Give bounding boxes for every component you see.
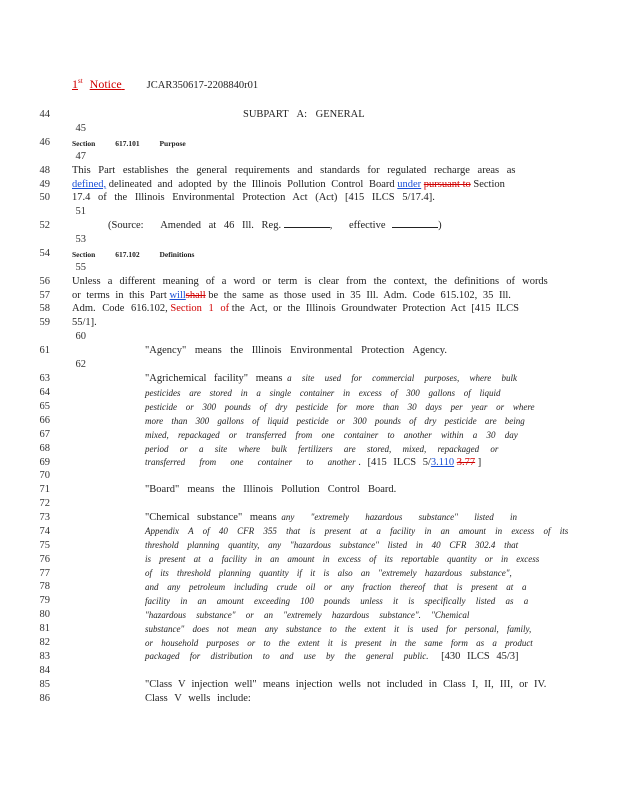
- line-number: 80: [39, 609, 50, 620]
- line-number: 57: [39, 290, 50, 301]
- citation: . [415 ILCS 5/: [358, 457, 431, 468]
- notice-number: 1: [72, 77, 78, 91]
- line-number: 60: [75, 331, 86, 342]
- definition-line: [145, 389, 537, 398]
- definition-line: is present at a facility in an amount in excess of its reportable quantity or in excess: [145, 554, 540, 564]
- definition-line: and any petroleum including crude oil or any fraction thereof that is present at a: [145, 582, 527, 592]
- definition-body: a site used for commercial purposes, where bulk: [287, 373, 517, 383]
- line-number: 45: [75, 123, 86, 134]
- purpose-text: This Part establishes the general requirements and standards for regulated recharge areas as: [72, 165, 516, 176]
- line-number: 51: [75, 206, 86, 217]
- definition-line: pesticide or 300 pounds of dry pesticide for more than 30 days per year or where: [145, 402, 535, 412]
- definition-agency: "Agency" means the Illinois Environmental Protection Agency.: [145, 345, 447, 356]
- definition-line: of its threshold planning quantity if it is also an "extremely hazardous substance",: [145, 568, 512, 578]
- inserted-text: Section 1 of: [170, 303, 230, 314]
- line-number: 73: [39, 512, 50, 523]
- line-number: 84: [39, 665, 50, 676]
- purpose-line-2: [72, 180, 532, 191]
- definition-line: facility in an amount exceeding 100 pounds unless it is specifically listed as a: [145, 596, 529, 606]
- definition-line: mixed, repackaged or transferred from one container to another within a 30 day: [145, 430, 518, 440]
- section-title: Purpose: [159, 139, 186, 148]
- line-number: 82: [39, 637, 50, 648]
- line-number: 83: [39, 651, 50, 662]
- source-blank-date: [392, 227, 438, 228]
- line-number: 46: [39, 137, 50, 148]
- source-close: ): [438, 220, 442, 231]
- section-heading-101: [72, 140, 186, 148]
- definition-line: threshold planning quantity, any "hazardous substance" listed in 40 CFR 302.4 that: [145, 540, 519, 550]
- line-number: 53: [75, 234, 86, 245]
- line-number: 75: [39, 540, 50, 551]
- notice-header: [72, 78, 258, 92]
- line-number: 59: [39, 317, 50, 328]
- line-number: 78: [39, 581, 50, 592]
- section-title: Definitions: [159, 250, 195, 259]
- definition-class-v: "Class V injection well" means injection wells not included in Class I, II, III, or IV.: [145, 679, 547, 690]
- definition-line: substance" does not mean any substance to the extent it is used for personal, family,: [145, 624, 532, 634]
- line-number: 66: [39, 415, 50, 426]
- line-number: 44: [39, 109, 50, 120]
- definition-agrichemical: [145, 374, 517, 385]
- source-note: (Source: Amended at 46 Ill. Reg. , effective ): [108, 220, 442, 231]
- line-number: 50: [39, 192, 50, 203]
- definition-line: Appendix A of 40 CFR 355 that is present at a facility in an amount in excess of its: [145, 526, 569, 536]
- line-number: 48: [39, 165, 50, 176]
- section-heading-102: [72, 251, 194, 259]
- notice-sup: st: [78, 77, 83, 85]
- line-number: 69: [39, 457, 50, 468]
- definition-line: [145, 458, 481, 469]
- definition-body: transferred from one container to another: [145, 457, 356, 467]
- section-number: Section 617.102: [72, 250, 140, 259]
- definition-line: [145, 652, 519, 663]
- deleted-text: 3.77: [456, 457, 476, 468]
- line-number: 65: [39, 401, 50, 412]
- line-number: 56: [39, 276, 50, 287]
- line-number: 58: [39, 303, 50, 314]
- purpose-line-1: [72, 166, 532, 177]
- definition-term: "Agrichemical facility" means: [145, 373, 283, 384]
- line-number: 86: [39, 693, 50, 704]
- purpose-text: Section: [473, 179, 505, 190]
- line-number: 64: [39, 387, 50, 398]
- definition-board: "Board" means the Illinois Pollution Control Board.: [145, 484, 397, 495]
- line-number: 55: [75, 262, 86, 273]
- definition-line: or household purposes or to the extent it is present in the same form as a product: [145, 638, 533, 648]
- citation: [430 ILCS 45/3]: [441, 651, 519, 662]
- line-number: 68: [39, 443, 50, 454]
- line-number: 54: [39, 248, 50, 259]
- source-prefix: (Source:: [108, 220, 144, 231]
- line-number: 62: [75, 359, 86, 370]
- purpose-text: delineated and adopted by the Illinois Pollution Control Board: [108, 179, 395, 190]
- definition-line: more than 300 gallons of liquid pesticide or 300 pounds of dry pesticide are being: [145, 416, 525, 426]
- source-effective: effective: [348, 220, 386, 231]
- line-number: 77: [39, 568, 50, 579]
- inserted-text: will: [169, 290, 186, 301]
- line-number: 85: [39, 679, 50, 690]
- deleted-text: pursuant to: [423, 179, 471, 190]
- line-number: 49: [39, 179, 50, 190]
- source-text: Amended at 46 Ill. Reg.: [160, 220, 282, 231]
- source-blank-reg: [284, 227, 330, 228]
- definition-class-v-cont: Class V wells include:: [145, 693, 251, 704]
- definition-chemical: [145, 513, 517, 524]
- line-number: 72: [39, 498, 50, 509]
- intro-text: Adm. Code 616.102,: [72, 303, 168, 314]
- definition-body: pesticides are stored in a single container in excess of 300 gallons of liquid: [145, 388, 501, 398]
- line-number: 79: [39, 595, 50, 606]
- line-number: 61: [39, 345, 50, 356]
- line-number: 71: [39, 484, 50, 495]
- line-number: 67: [39, 429, 50, 440]
- line-number: 81: [39, 623, 50, 634]
- line-number: 76: [39, 554, 50, 565]
- inserted-text: defined,: [72, 179, 107, 190]
- line-number: 63: [39, 373, 50, 384]
- line-number: 52: [39, 220, 50, 231]
- line-number: 74: [39, 526, 50, 537]
- line-number: 70: [39, 470, 50, 481]
- definition-line: period or a site where bulk fertilizers are stored, mixed, repackaged or: [145, 444, 499, 454]
- section-number: Section 617.101: [72, 139, 140, 148]
- definition-body: packaged for distribution to and use by the general public.: [145, 651, 429, 661]
- definition-body: any "extremely hazardous substance" listed in: [281, 512, 517, 522]
- definitions-intro-line-3: [72, 304, 519, 315]
- intro-text: or terms in this Part: [72, 290, 167, 301]
- citation-close: ]: [477, 457, 482, 468]
- purpose-line-3: 17.4 of the Illinois Environmental Protection Act (Act) [415 ILCS 5/17.4].: [72, 192, 435, 203]
- definition-term: "Chemical substance" means: [145, 512, 277, 523]
- definitions-intro-line-1: Unless a different meaning of a word or term is clear from the context, the definitions of words: [72, 276, 548, 287]
- notice-label: Notice: [89, 77, 122, 91]
- definitions-intro-line-4: 55/1].: [72, 317, 97, 328]
- intro-text: be the same as those used in 35 Ill. Adm. Code 615.102, 35 Ill.: [208, 290, 511, 301]
- line-number: 47: [75, 151, 86, 162]
- subpart-heading: SUBPART A: GENERAL: [243, 109, 365, 120]
- deleted-text: shall: [185, 290, 206, 301]
- inserted-text: 3.110: [430, 457, 455, 468]
- intro-text: the Act, or the Illinois Groundwater Protection Act [415 ILCS: [231, 303, 519, 314]
- document-id: JCAR350617-2208840r01: [146, 80, 259, 91]
- inserted-text: under: [397, 179, 422, 190]
- definitions-intro-line-2: [72, 291, 511, 302]
- definition-line: "hazardous substance" or an "extremely hazardous substance". "Chemical: [145, 610, 470, 620]
